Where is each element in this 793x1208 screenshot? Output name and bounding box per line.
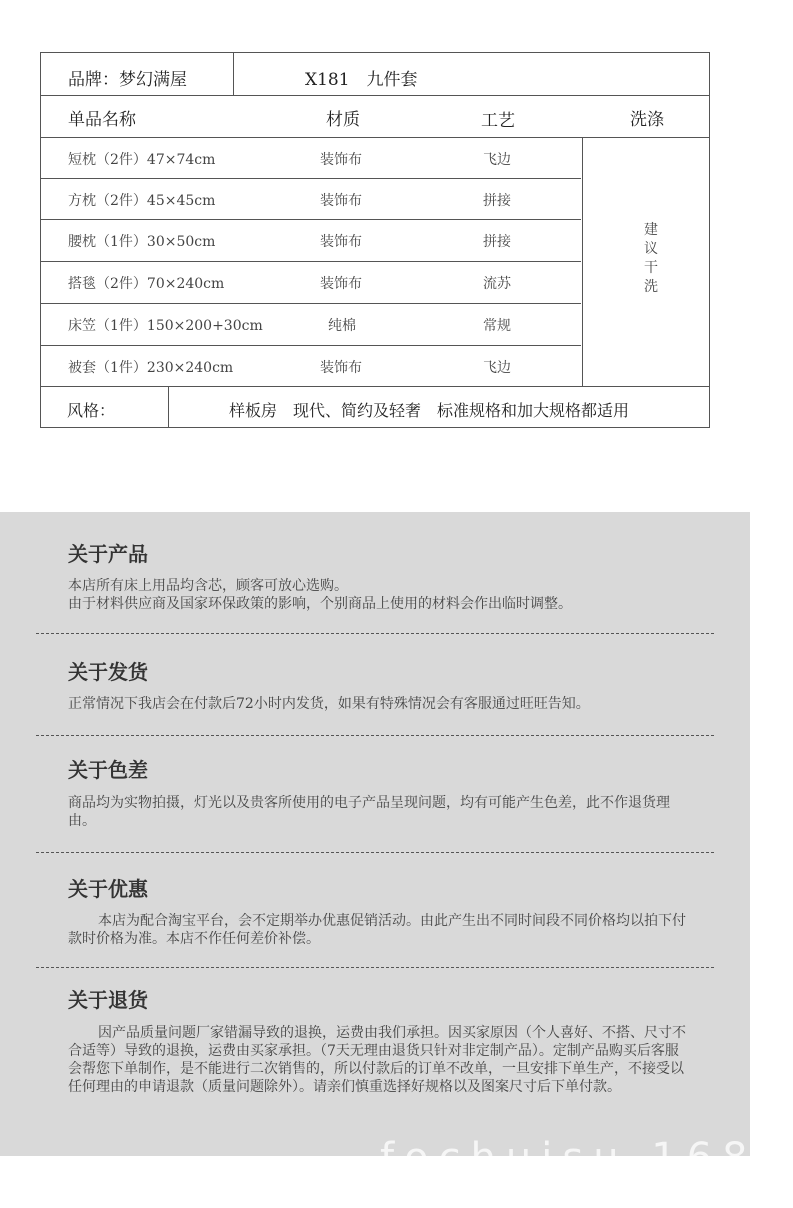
spec-table	[40, 52, 710, 428]
section-title: 关于发货	[68, 660, 148, 684]
section-paragraph: 正常情况下我店会在付款后72小时内发货，如果有特殊情况会有客服通过旺旺告知。	[68, 696, 590, 712]
row-name: 方枕（2件）45×45cm	[68, 193, 216, 209]
table-divider	[41, 386, 709, 387]
table-divider	[41, 345, 581, 346]
row-material: 纯棉	[328, 318, 356, 334]
header-washing: 洗涤	[630, 110, 664, 130]
section-divider	[36, 967, 714, 968]
table-divider	[41, 137, 709, 138]
table-divider	[41, 178, 581, 179]
section-title: 关于退货	[68, 988, 148, 1012]
section-text	[68, 695, 688, 713]
section-divider	[36, 633, 714, 634]
table-divider	[582, 137, 583, 386]
style-label: 风格：	[67, 401, 116, 420]
section-text	[68, 1024, 688, 1096]
section-paragraph: 因产品质量问题厂家错漏导致的退换，运费由我们承担。因买家原因（个人喜好、不搭、尺寸不合适等）导致的退换，运费由买家承担。（7天无理由退货只针对非定制产品）。定制产品购买后客服会帮您下单制作，是不能进行二次销售的，所以付款后的订单不改单，一旦安排下单生产，不接受以任何理由的申请退款（质量问题除外）。请亲们慎重选择好规格以及图案尺寸后下单付款。	[68, 1025, 686, 1095]
table-divider	[41, 219, 581, 220]
row-craft: 拼接	[483, 234, 511, 250]
header-material: 材质	[326, 110, 360, 130]
section-title: 关于色差	[68, 758, 148, 782]
section-text	[68, 794, 688, 830]
row-name: 被套（1件）230×240cm	[68, 360, 234, 376]
header-name: 单品名称	[68, 110, 136, 130]
row-material: 装饰布	[320, 360, 362, 376]
table-divider	[233, 53, 234, 95]
style-value: 样板房 现代、简约及轻奢 标准规格和加大规格都适用	[229, 401, 630, 420]
table-divider	[168, 386, 169, 428]
section-divider	[36, 735, 714, 736]
section-title: 关于优惠	[68, 877, 148, 901]
section-text	[68, 577, 688, 613]
row-craft: 飞边	[483, 360, 511, 376]
row-material: 装饰布	[320, 234, 362, 250]
brand-label: 品牌：梦幻满屋	[68, 70, 187, 90]
section-paragraph: 由于材料供应商及国家环保政策的影响，个别商品上使用的材料会作出临时调整。	[68, 596, 572, 612]
row-craft: 常规	[483, 318, 511, 334]
row-material: 装饰布	[320, 193, 362, 209]
table-divider	[41, 95, 709, 96]
row-material: 装饰布	[320, 276, 362, 292]
row-craft: 飞边	[483, 152, 511, 168]
table-divider	[41, 303, 581, 304]
section-paragraph: 本店为配合淘宝平台，会不定期举办优惠促销活动。由此产生出不同时间段不同价格均以拍下付款时价格为准。本店不作任何差价补偿。	[68, 913, 686, 947]
row-craft: 流苏	[483, 276, 511, 292]
row-name: 腰枕（1件）30×50cm	[68, 234, 216, 250]
section-paragraph: 本店所有床上用品均含芯，顾客可放心选购。	[68, 578, 348, 594]
table-divider	[41, 261, 581, 262]
header-craft: 工艺	[481, 111, 515, 131]
row-craft: 拼接	[483, 193, 511, 209]
washing-note: 建议干洗	[644, 222, 658, 295]
section-title: 关于产品	[68, 542, 148, 566]
row-name: 搭毯（2件）70×240cm	[68, 276, 225, 292]
section-divider	[36, 852, 714, 853]
row-name: 床笠（1件）150×200+30cm	[68, 318, 263, 334]
watermark: fochuisu 1688	[380, 1135, 793, 1181]
product-code: X181 九件套	[305, 70, 418, 90]
row-name: 短枕（2件）47×74cm	[68, 152, 216, 168]
row-material: 装饰布	[320, 152, 362, 168]
section-text	[68, 912, 688, 948]
section-paragraph: 商品均为实物拍摄，灯光以及贵客所使用的电子产品呈现问题，均有可能产生色差，此不作退货理由。	[68, 795, 670, 829]
